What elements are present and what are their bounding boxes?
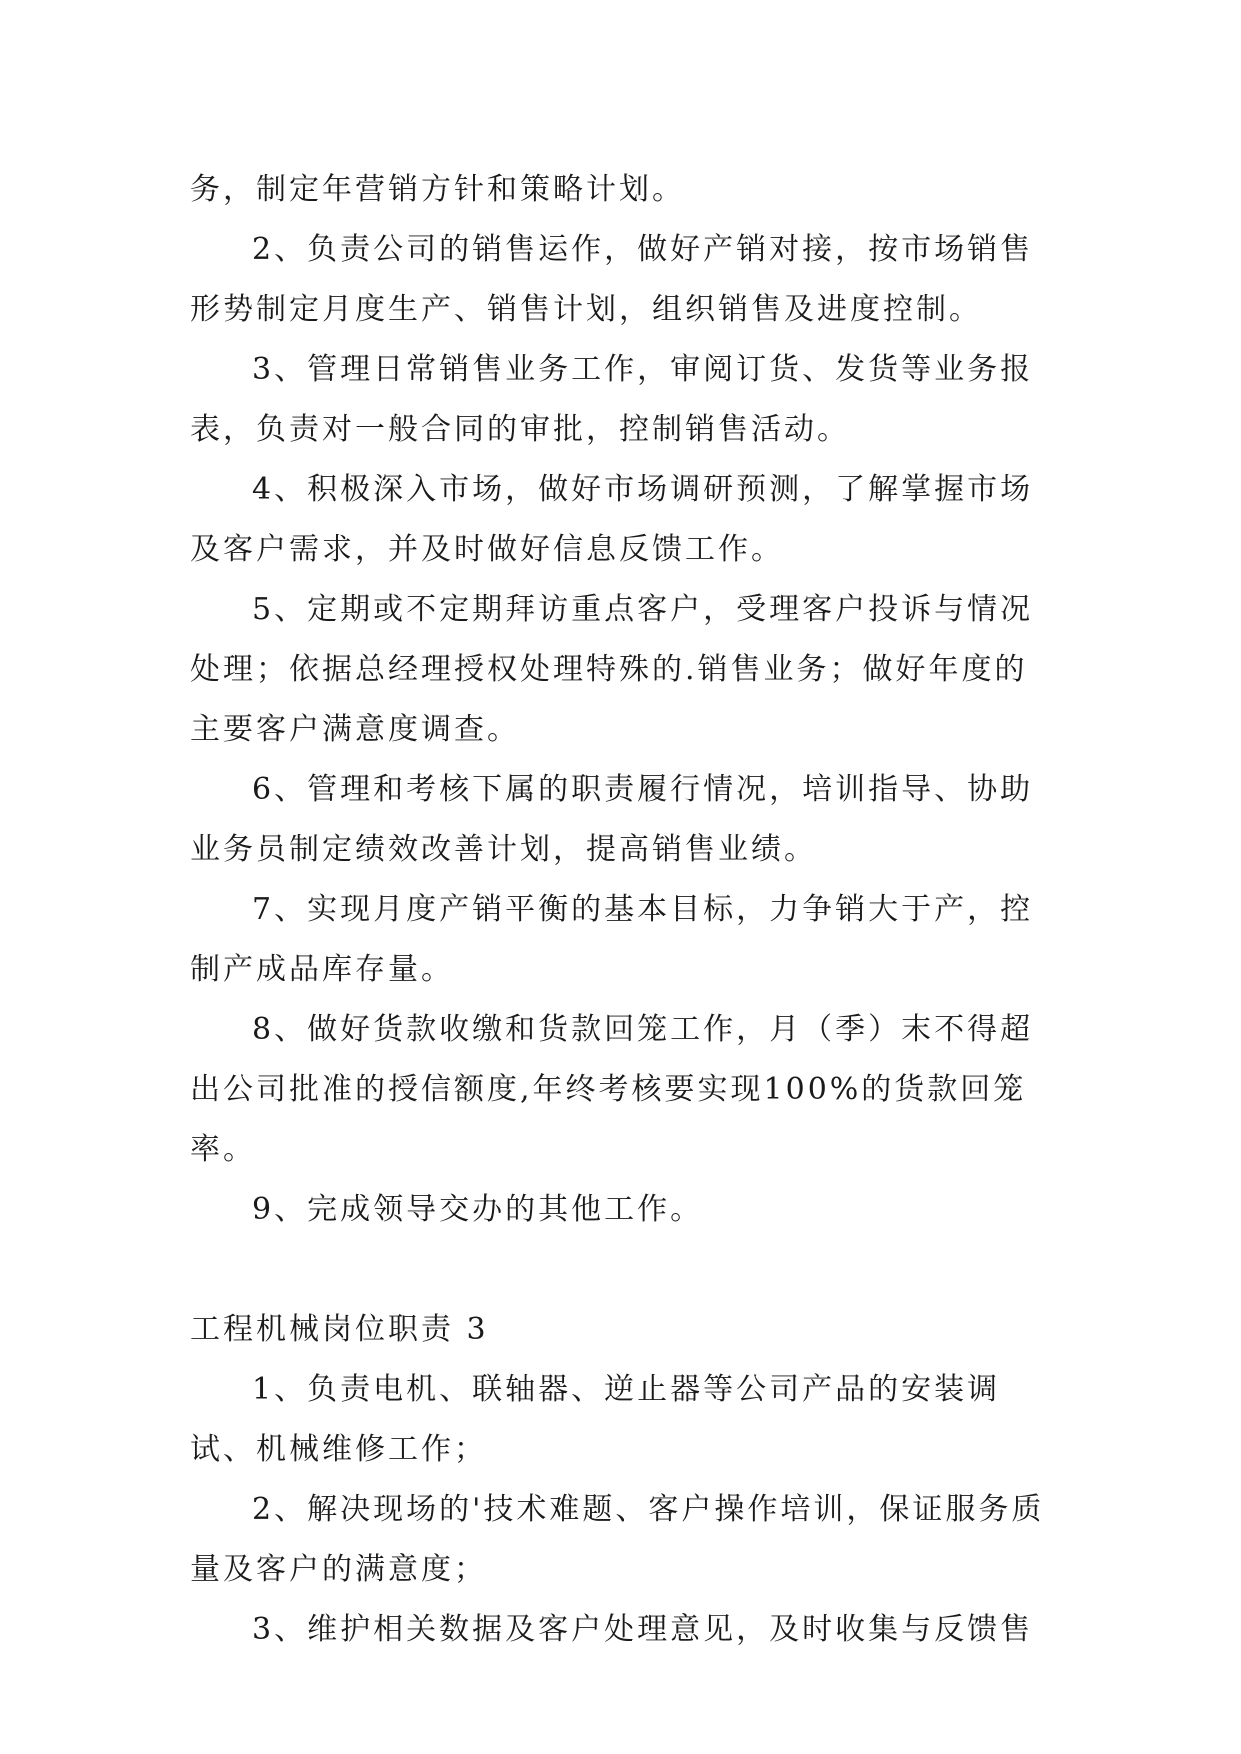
section-heading: 工程机械岗位职责 3 bbox=[190, 1312, 489, 1347]
paragraph-item-2: 2、解决现场的'技术难题、客户操作培训，保证服务质量及客户的满意度； bbox=[190, 1492, 1045, 1587]
paragraph-item-9: 9、完成领导交办的其他工作。 bbox=[252, 1192, 704, 1227]
paragraph-continuation: 务，制定年营销方针和策略计划。 bbox=[190, 172, 685, 207]
document-body bbox=[190, 160, 1060, 1660]
paragraph-item-3: 3、维护相关数据及客户处理意见，及时收集与反馈售 bbox=[252, 1612, 1034, 1647]
paragraph-item-1: 1、负责电机、联轴器、逆止器等公司产品的安装调试、机械维修工作； bbox=[190, 1372, 1001, 1467]
section-spacer bbox=[190, 1240, 1060, 1300]
paragraph-item-8: 8、做好货款收缴和货款回笼工作，月（季）末不得超出公司批准的授信额度,年终考核要实现100%的货款回笼率。 bbox=[190, 1012, 1034, 1167]
paragraph-item-5: 5、定期或不定期拜访重点客户，受理客户投诉与情况处理；依据总经理授权处理特殊的.销售业务；做好年度的主要客户满意度调查。 bbox=[190, 592, 1034, 747]
paragraph-item-6: 6、管理和考核下属的职责履行情况，培训指导、协助业务员制定绩效改善计划，提高销售业绩。 bbox=[190, 772, 1034, 867]
paragraph-item-7: 7、实现月度产销平衡的基本目标，力争销大于产，控制产成品库存量。 bbox=[190, 892, 1034, 987]
paragraph-item-2: 2、负责公司的销售运作，做好产销对接，按市场销售形势制定月度生产、销售计划，组织销售及进度控制。 bbox=[190, 232, 1034, 327]
paragraph-item-4: 4、积极深入市场，做好市场调研预测，了解掌握市场及客户需求，并及时做好信息反馈工作。 bbox=[190, 472, 1034, 567]
paragraph-item-3: 3、管理日常销售业务工作，审阅订货、发货等业务报表，负责对一般合同的审批，控制销售活动。 bbox=[190, 352, 1034, 447]
